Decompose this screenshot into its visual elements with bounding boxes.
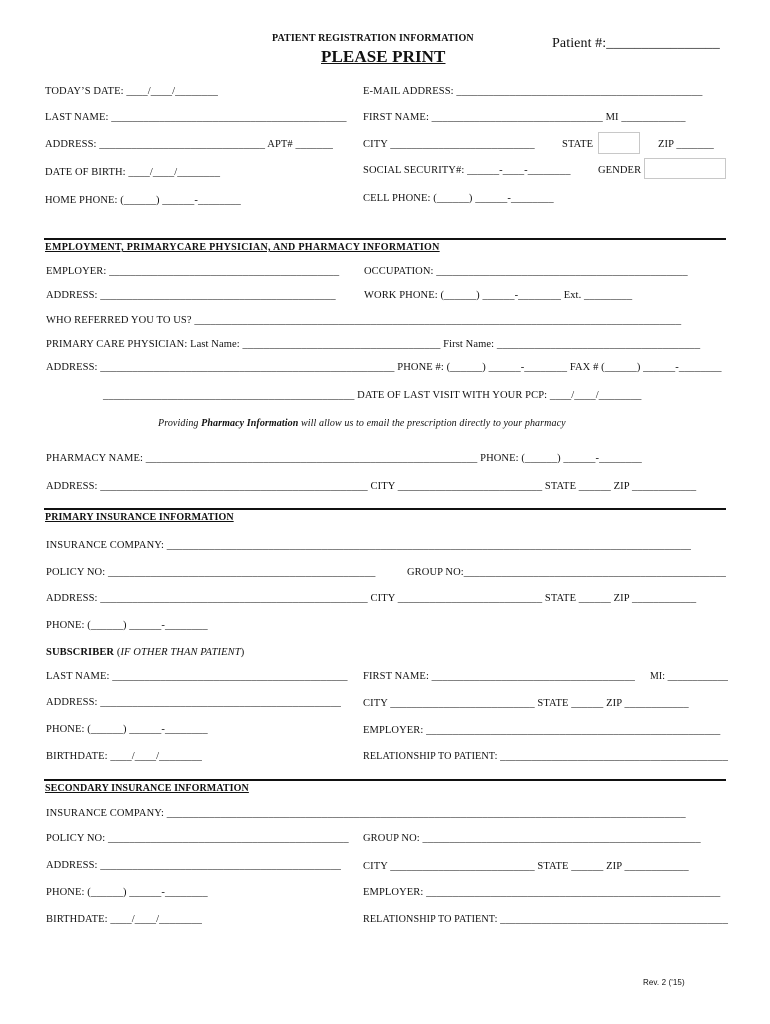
subscriber-employer-field[interactable]: EMPLOYER: _______________________________________________________ [363,725,721,736]
pharmacy-address-field[interactable]: ADDRESS: __________________________________________________ CITY ___________________________ STATE ______ ZIP ____________ [46,481,697,492]
occupation-field[interactable]: OCCUPATION: _______________________________________________ [364,266,688,277]
last-name-field[interactable]: LAST NAME: ____________________________________________ [45,112,347,123]
secondary-birthdate-field[interactable]: BIRTHDATE: ____/____/________ [46,914,202,925]
subscriber-birthdate-field[interactable]: BIRTHDATE: ____/____/________ [46,751,202,762]
secondary-group-field[interactable]: GROUP NO: ____________________________________________________ [363,833,701,844]
subscriber-note: IF OTHER THAN PATIENT [120,647,241,658]
todays-date-field[interactable]: TODAY’S DATE: ____/____/________ [45,86,218,97]
pharmacy-note [158,418,566,430]
state-input-box[interactable] [598,132,640,154]
secondary-insurance-company-field[interactable]: INSURANCE COMPANY: _________________________________________________________________________________________________ [46,808,686,819]
pcp-last-visit-field[interactable]: _______________________________________________ DATE OF LAST VISIT WITH YOUR PCP: ____/____/________ [103,390,642,401]
section-divider [44,238,726,240]
zip-field[interactable]: ZIP _______ [658,139,714,150]
secondary-relationship-field[interactable]: RELATIONSHIP TO PATIENT: ____________________________________________ [363,914,729,925]
pharmacy-note-suffix: will allow us to email the prescription directly to your pharmacy [298,418,566,429]
subscriber-paren-open: ( [114,647,121,658]
pharmacy-name-phone-field[interactable]: PHARMACY NAME: ______________________________________________________________ PHONE: (______) ______-________ [46,453,642,464]
secondary-employer-field[interactable]: EMPLOYER: _______________________________________________________ [363,887,721,898]
pcp-name-field[interactable]: PRIMARY CARE PHYSICIAN: Last Name: _____________________________________ First Name: ______________________________________ [46,339,701,350]
subscriber-mi-field[interactable]: MI: ____________ [650,671,729,682]
please-print-heading: PLEASE PRINT [321,47,446,66]
secondary-policy-field[interactable]: POLICY NO: _____________________________________________ [46,833,349,844]
social-security-field[interactable]: SOCIAL SECURITY#: ______-____-________ [363,165,571,176]
date-of-birth-field[interactable]: DATE OF BIRTH: ____/____/________ [45,167,221,178]
work-phone-field[interactable]: WORK PHONE: (______) ______-________ Ext. _________ [364,290,633,301]
referred-by-field[interactable]: WHO REFERRED YOU TO US? ___________________________________________________________________________________________ [46,315,682,326]
section-divider [44,508,726,510]
subscriber-last-name-field[interactable]: LAST NAME: ____________________________________________ [46,671,348,682]
pharmacy-note-bold: Pharmacy Information [201,418,299,429]
primary-policy-field[interactable]: POLICY NO: __________________________________________________ [46,567,376,578]
subscriber-heading [46,647,244,659]
form-title: PATIENT REGISTRATION INFORMATION [272,33,474,44]
state-label: STATE [562,139,594,150]
first-name-field[interactable]: FIRST NAME: ________________________________ MI ____________ [363,112,686,123]
revision-label: Rev. 2 ('15) [643,978,685,987]
section-divider [44,779,726,781]
subscriber-address-field[interactable]: ADDRESS: _____________________________________________ [46,697,342,708]
cell-phone-field[interactable]: CELL PHONE: (______) ______-________ [363,193,554,204]
home-phone-field[interactable]: HOME PHONE: (______) ______-________ [45,195,241,206]
subscriber-first-name-field[interactable]: FIRST NAME: ______________________________________ [363,671,635,682]
subscriber-city-field[interactable]: CITY ___________________________ STATE ______ ZIP ____________ [363,698,689,709]
address-field[interactable]: ADDRESS: _______________________________ APT# _______ [45,139,333,150]
pharmacy-note-prefix: Providing [158,418,202,429]
subscriber-relationship-field[interactable]: RELATIONSHIP TO PATIENT: ____________________________________________ [363,751,729,762]
employment-section-heading: EMPLOYMENT, PRIMARYCARE PHYSICIAN, AND PHARMACY INFORMATION [45,242,440,253]
employer-address-field[interactable]: ADDRESS: ____________________________________________ [46,290,336,301]
primary-phone-field[interactable]: PHONE: (______) ______-________ [46,620,208,631]
patient-number-field[interactable]: Patient #:________________ [552,36,720,51]
primary-insurance-company-field[interactable]: INSURANCE COMPANY: __________________________________________________________________________________________________ [46,540,692,551]
subscriber-paren-close: ) [240,647,245,658]
gender-label: GENDER [598,165,642,176]
primary-insurance-heading: PRIMARY INSURANCE INFORMATION [45,512,234,523]
gender-input-box[interactable] [644,158,726,179]
secondary-phone-field[interactable]: PHONE: (______) ______-________ [46,887,208,898]
primary-address-field[interactable]: ADDRESS: __________________________________________________ CITY ___________________________ STATE ______ ZIP ____________ [46,593,697,604]
primary-group-field[interactable]: GROUP NO:_________________________________________________ [407,567,726,578]
employer-field[interactable]: EMPLOYER: ___________________________________________ [46,266,340,277]
secondary-address-field[interactable]: ADDRESS: _____________________________________________ [46,860,342,871]
email-field[interactable]: E-MAIL ADDRESS: ______________________________________________ [363,86,703,97]
secondary-city-field[interactable]: CITY ___________________________ STATE ______ ZIP ____________ [363,861,689,872]
pcp-address-phone-fax-field[interactable]: ADDRESS: _______________________________________________________ PHONE #: (______) ______-________ FAX # (______) ______-________ [46,362,722,373]
subscriber-label: SUBSCRIBER [46,647,115,658]
city-field[interactable]: CITY ___________________________ [363,139,535,150]
subscriber-phone-field[interactable]: PHONE: (______) ______-________ [46,724,208,735]
secondary-insurance-heading: SECONDARY INSURANCE INFORMATION [45,783,249,794]
